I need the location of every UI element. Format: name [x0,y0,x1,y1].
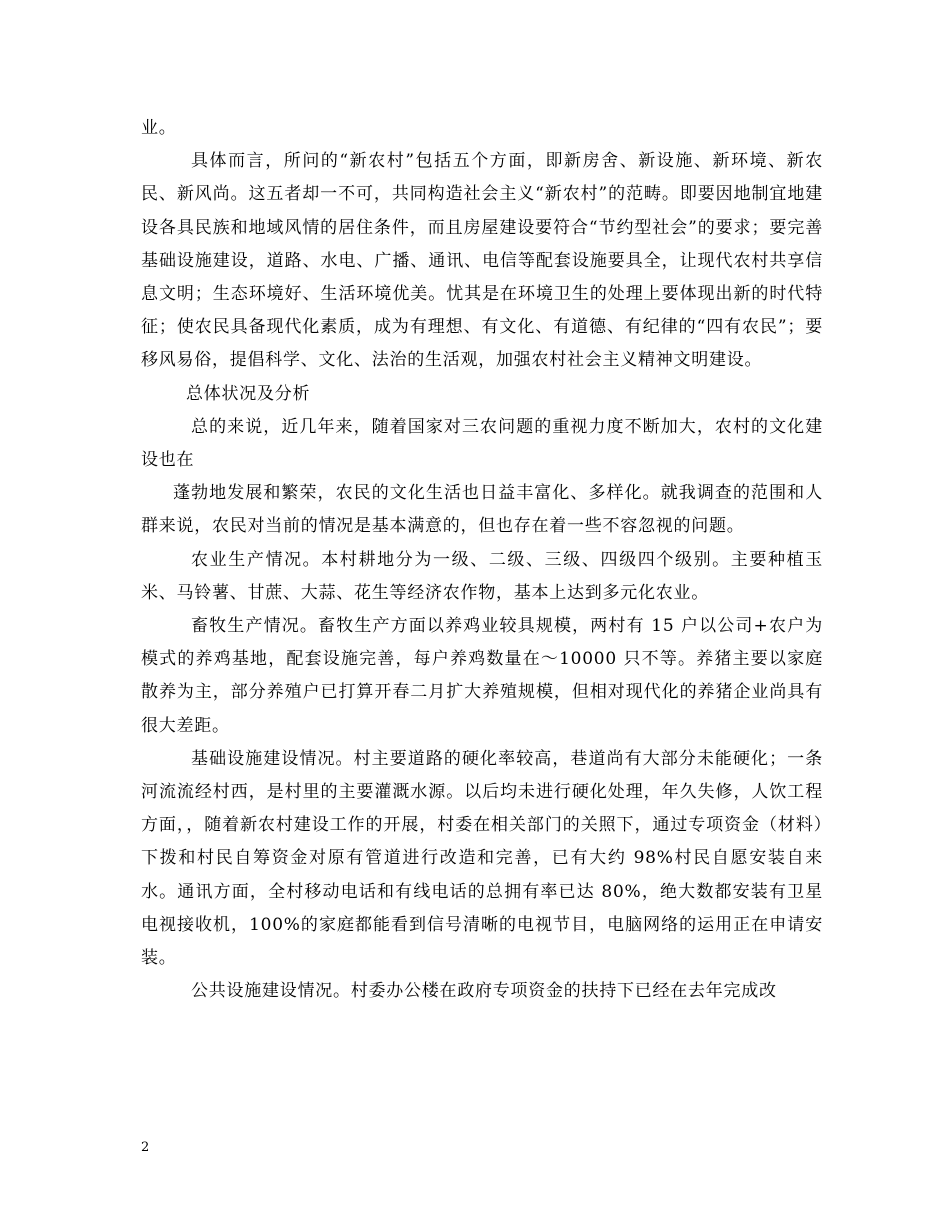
page-number: 2 [141,1140,150,1155]
body-text [141,112,823,1008]
paragraph-overview-continued: 蓬勃地发展和繁荣，农民的文化生活也日益丰富化、多样化。就我调查的范围和人群来说，农民对当前的情况是基本满意的，但也存在着一些不容忽视的问题。 [141,483,823,537]
paragraph-infrastructure: 基础设施建设情况。村主要道路的硬化率较高，巷道尚有大部分未能硬化；一条河流流经村西，是村里的主要灌溉水源。以后均未进行硬化处理，年久失修，人饮工程方面，，随着新农村建设工作的开展，村委在相关部门的关照下，通过专项资金（材料）下拨和村民自筹资金对原有管道进行改造和完善，已有大约 98%村民自愿安装自来水。通讯方面，全村移动电话和有线电话的总拥有率已达 80%，绝大数都安装有卫星电视接收机，100%的家庭都能看到信号清晰的电视节目，电脑网络的运用正在申请安装。 [141,748,823,969]
paragraph-overview: 总的来说，近几年来，随着国家对三农问题的重视力度不断加大，农村的文化建设也在 [141,416,823,471]
paragraph-continuation: 业。 [141,118,177,138]
paragraph-public-facilities: 公共设施建设情况。村委办公楼在政府专项资金的扶持下已经在去年完成改 [191,981,777,1002]
paragraph-agriculture: 农业生产情况。本村耕地分为一级、二级、三级、四级四个级别。主要种植玉米、马铃薯、甘蔗、大蒜、花生等经济农作物，基本上达到多元化农业。 [141,549,823,603]
paragraph-new-village-definition: 具体而言，所问的“新农村”包括五个方面，即新房舍、新设施、新环境、新农民、新风尚。这五者却一不可，共同构造社会主义“新农村”的范畴。即要因地制宜地建设各具民族和地域风情的居住条件，而且房屋建设要符合“节约型社会”的要求；要完善基础设施建设，道路、水电、广播、通讯、电信等配套设施要具全，让现代农村共享信息文明；生态环境好、生活环境优美。忧其是在环境卫生的处理上要体现出新的时代特征；使农民具备现代化素质，成为有理想、有文化、有道德、有纪律的“四有农民”；要移风易俗，提倡科学、文化、法治的生活观，加强农村社会主义精神文明建设。 [141,151,823,371]
paragraph-livestock: 畜牧生产情况。畜牧生产方面以养鸡业较具规模，两村有 15 户以公司+农户为模式的养鸡基地，配套设施完善，每户养鸡数量在～10000 只不等。养猪主要以家庭散养为主，部分养殖户已打算开春二月扩大养殖规模，但相对现代化的养猪企业尚具有很大差距。 [141,616,823,736]
section-heading: 总体状况及分析 [186,383,311,404]
